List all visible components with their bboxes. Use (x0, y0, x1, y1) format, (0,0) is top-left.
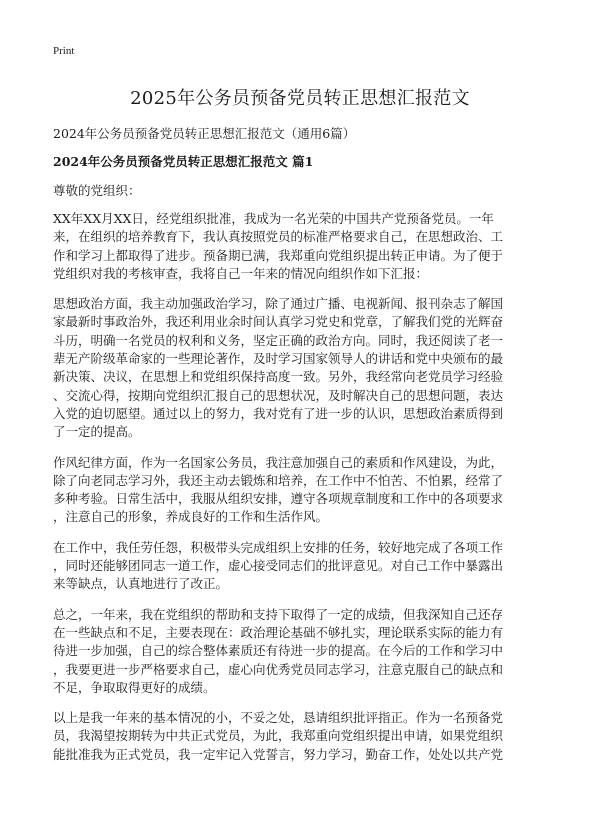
document-body (53, 210, 549, 776)
paragraph-line: 来等缺点，认真地进行了改正。 (53, 576, 229, 592)
paragraph-line: 员，我渴望按期转为中共正式党员，为此，我郑重向党组织提出申请，如果党组织 (53, 728, 504, 744)
paragraph-line: 家最新时事政治外，我还利用业余时间认真学习党史和党章，了解我们党的光辉奋 (53, 314, 504, 330)
paragraph-line: 党组织对我的考核审查，我将自己一年来的情况向组织作如下汇报： (53, 265, 429, 281)
paragraph-line: 思想政治方面，我主动加强政治学习，除了通过广播、电视新闻、报刊杂志了解国 (53, 296, 504, 312)
paragraph-line: 多种考验。日常生活中，我服从组织安排，遵守各项规章制度和工作中的各项要求 (53, 491, 504, 507)
paragraph-line: ，同时还能够团同志一道工作，虚心接受同志们的批评意见。对自己工作中暴露出 (53, 558, 504, 574)
paragraph-line: 以上是我一年来的基本情况的小，不妥之处，恳请组织批评指正。作为一名预备党 (53, 710, 504, 726)
paragraph-line: 新决策、决议，在思想上和党组织保持高度一致。另外，我经常向老党员学习经验 (53, 369, 504, 385)
paragraph-line: 斗历，明确一名党员的权利和义务，坚定正确的政治方向。同时，我还阅读了老一 (53, 332, 504, 348)
paragraph-line: 在工作中，我任劳任怨，积极带头完成组织上安排的任务，较好地完成了各项工作 (53, 539, 504, 555)
body-paragraph (53, 606, 549, 697)
paragraph-line: 在一些缺点和不足，主要表现在：政治理论基础不够扎实，理论联系实际的能力有 (53, 624, 504, 640)
body-paragraph (53, 210, 549, 283)
print-link[interactable]: Print (53, 45, 75, 57)
paragraph-line: 了一定的提高。 (53, 424, 141, 440)
paragraph-line: ，我要更进一步严格要求自己，虚心向优秀党员同志学习，注意克服自己的缺点和 (53, 661, 504, 677)
paragraph-line: XX年XX月XX日，经党组织批准，我成为一名光荣的中国共产党预备党员。一年 (53, 211, 494, 226)
page-title: 2025年公务员预备党员转正思想汇报范文 (130, 88, 470, 109)
body-paragraph (53, 295, 549, 441)
body-paragraph (53, 539, 549, 594)
section-heading: 2024年公务员预备党员转正思想汇报范文 篇1 (53, 154, 314, 169)
paragraph-line: 总之，一年来，我在党组织的帮助和支持下取得了一定的成绩，但我深知自己还存 (53, 606, 504, 622)
paragraph-line: ，注意自己的形象，养成良好的工作和生活作风。 (53, 509, 329, 525)
body-paragraph (53, 454, 549, 527)
body-paragraph (53, 709, 549, 764)
paragraph-line: 辈无产阶级革命家的一些理论著作，及时学习国家领导人的讲话和党中央颁布的最 (53, 351, 504, 367)
paragraph-line: 作和学习上都取得了进步。预备期已满，我郑重向党组织提出转正申请。为了便于 (53, 247, 504, 263)
paragraph-line: 作风纪律方面，作为一名国家公务员，我注意加强自己的素质和作风建设，为此， (53, 454, 504, 470)
paragraph-line: 不足，争取取得更好的成绩。 (53, 679, 216, 695)
document-subtitle: 2024年公务员预备党员转正思想汇报范文（通用6篇） (53, 126, 356, 141)
paragraph-line: 入党的迫切愿望。通过以上的努力，我对党有了进一步的认识，思想政治素质得到 (53, 405, 504, 421)
paragraph-line: 除了向老同志学习外，我还主动去锻炼和培养，在工作中不怕苦、不怕累，经常了 (53, 472, 504, 488)
paragraph-line: 、交流心得，按期向党组织汇报自己的思想状况，及时解决自己的思想问题，表达 (53, 387, 504, 403)
salutation: 尊敬的党组织： (53, 183, 141, 198)
paragraph-line: 来，在组织的培养教育下，我认真按照党员的标准严格要求自己，在思想政治、工 (53, 229, 504, 245)
paragraph-line: 能批准我为正式党员，我一定牢记入党誓言，努力学习，勤奋工作，处处以共产党 (53, 746, 504, 762)
paragraph-line: 待进一步加强，自己的综合整体素质还有待进一步的提高。在今后的工作和学习中 (53, 643, 504, 659)
